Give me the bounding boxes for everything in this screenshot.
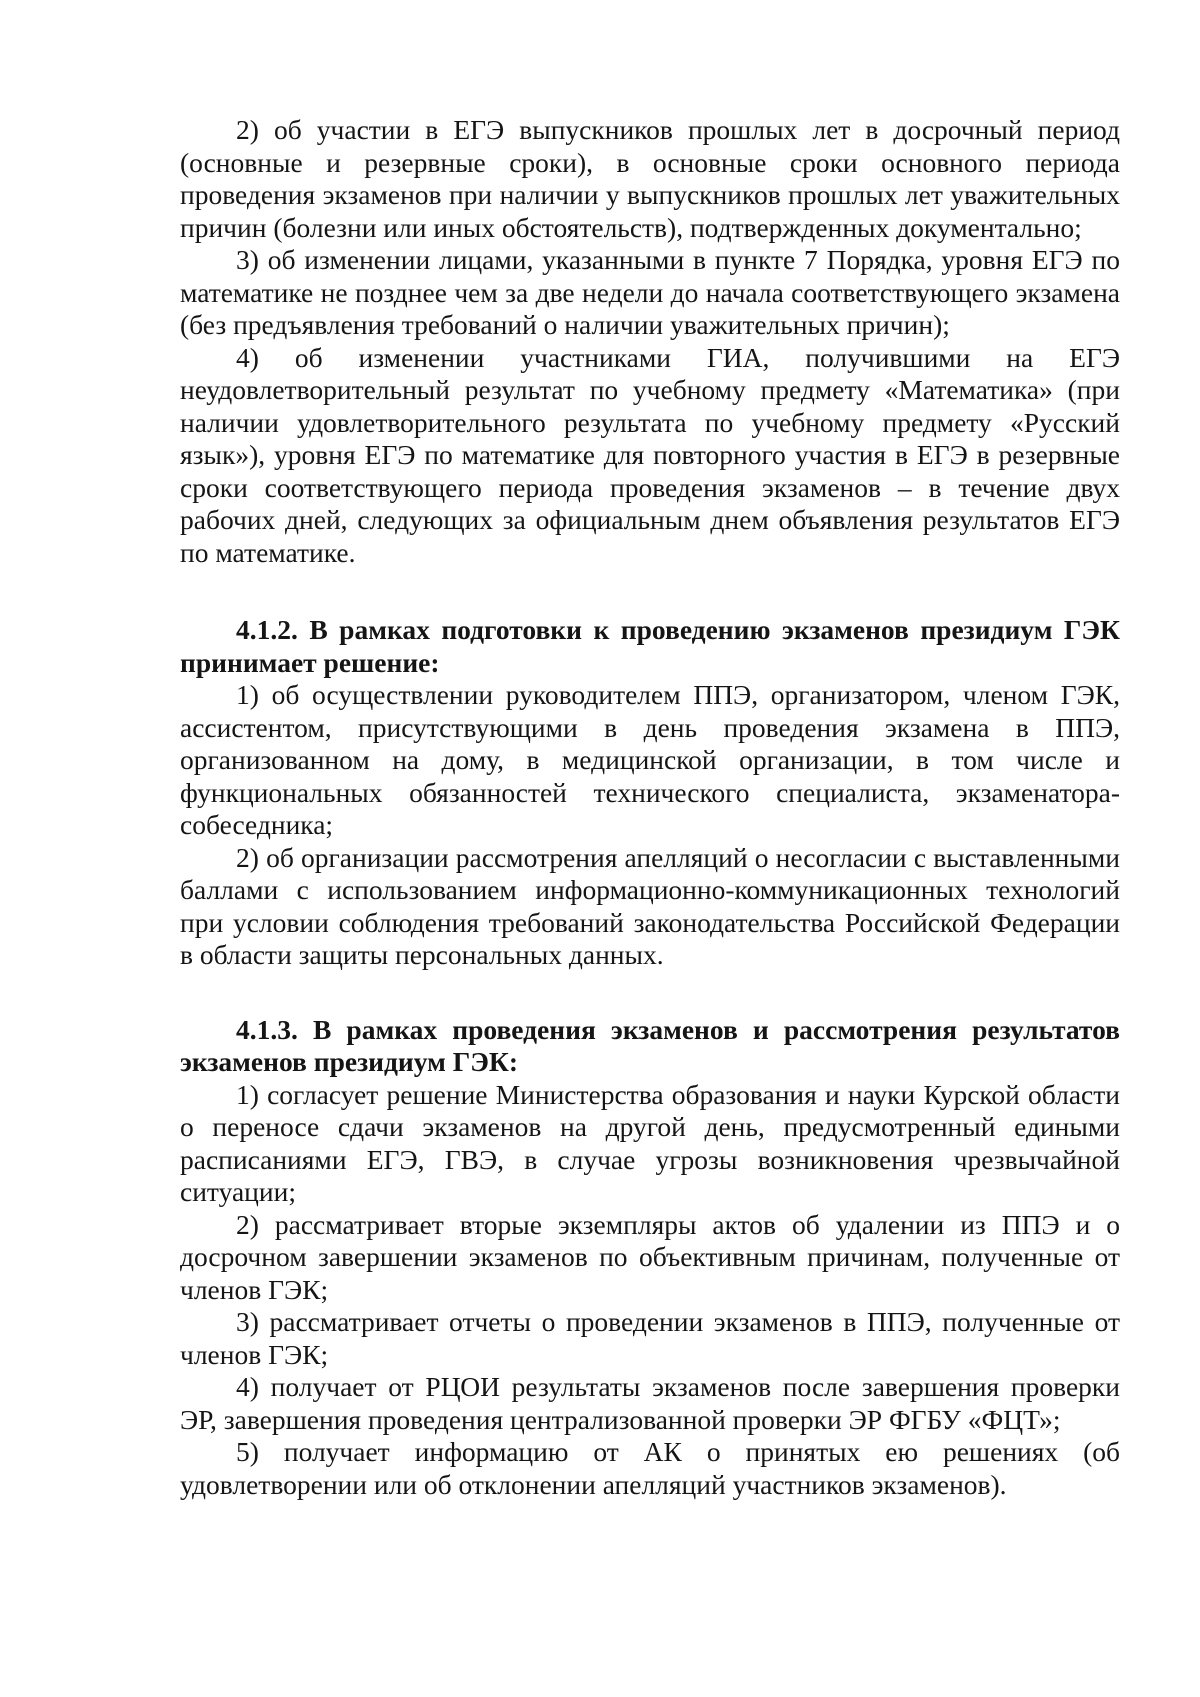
section-spacer [180,569,1120,614]
list-item-4-1-2-1: 1) об осуществлении руководителем ППЭ, организатором, членом ГЭК, ассистентом, присутствующими в день проведения экзамена в ППЭ, организованном на дому, в медицинской организации, в том числе и функциональных обязанностей технического специалиста, экзаменатора-собеседника; [180,679,1120,840]
list-item-4-1-3-1: 1) согласует решение Министерства образования и науки Курской области о переносе сдачи экзаменов на другой день, предусмотренный едиными расписаниями ЕГЭ, ГВЭ, в случае угрозы возникновения чрезвычайной ситуации; [180,1078,1120,1207]
list-item-4-1-3-4: 4) получает от РЦОИ результаты экзаменов после завершения проверки ЭР, завершения проведения централизованной проверки ЭР ФГБУ «ФЦТ»; [180,1371,1120,1435]
section-heading-4-1-3: 4.1.3. В рамках проведения экзаменов и рассмотрения результатов экзаменов президиум ГЭК: [180,1013,1120,1077]
list-item-4-1-2-2: 2) об организации рассмотрения апелляций о несогласии с выставленными баллами с использованием информационно-коммуникационных технологий при условии соблюдения требований законодательства Российской Федерации в области защиты персональных данных. [180,841,1120,970]
section-heading-4-1-2: 4.1.2. В рамках подготовки к проведению экзаменов президиум ГЭК принимает решение: [180,614,1120,678]
list-item-4-1-3-3: 3) рассматривает отчеты о проведении экзаменов в ППЭ, полученные от членов ГЭК; [180,1306,1120,1370]
list-item-4-1-1-2: 2) об участии в ЕГЭ выпускников прошлых лет в досрочный период (основные и резервные сроки), в основные сроки основного периода проведения экзаменов при наличии у выпускников прошлых лет уважительных причин (болезни или иных обстоятельств), подтвержденных документально; [180,114,1120,243]
list-item-4-1-3-2: 2) рассматривает вторые экземпляры актов об удалении из ППЭ и о досрочном завершении экзаменов по объективным причинам, полученные от членов ГЭК; [180,1208,1120,1305]
list-item-4-1-1-4: 4) об изменении участниками ГИА, получившими на ЕГЭ неудовлетворительный результат по учебному предмету «Математика» (при наличии удовлетворительного результата по учебному предмету «Русский язык»), уровня ЕГЭ по математике для повторного участия в ЕГЭ в резервные сроки соответствующего периода проведения экзаменов – в течение двух рабочих дней, следующих за официальным днем объявления результатов ЕГЭ по математике. [180,341,1120,568]
list-item-4-1-3-5: 5) получает информацию от АК о принятых ею решениях (об удовлетворении или об отклонении апелляций участников экзаменов). [180,1436,1120,1500]
document-body [180,114,1120,1501]
section-spacer [180,972,1120,1014]
list-item-4-1-1-3: 3) об изменении лицами, указанными в пункте 7 Порядка, уровня ЕГЭ по математике не позднее чем за две недели до начала соответствующего экзамена (без предъявления требований о наличии уважительных причин); [180,244,1120,340]
